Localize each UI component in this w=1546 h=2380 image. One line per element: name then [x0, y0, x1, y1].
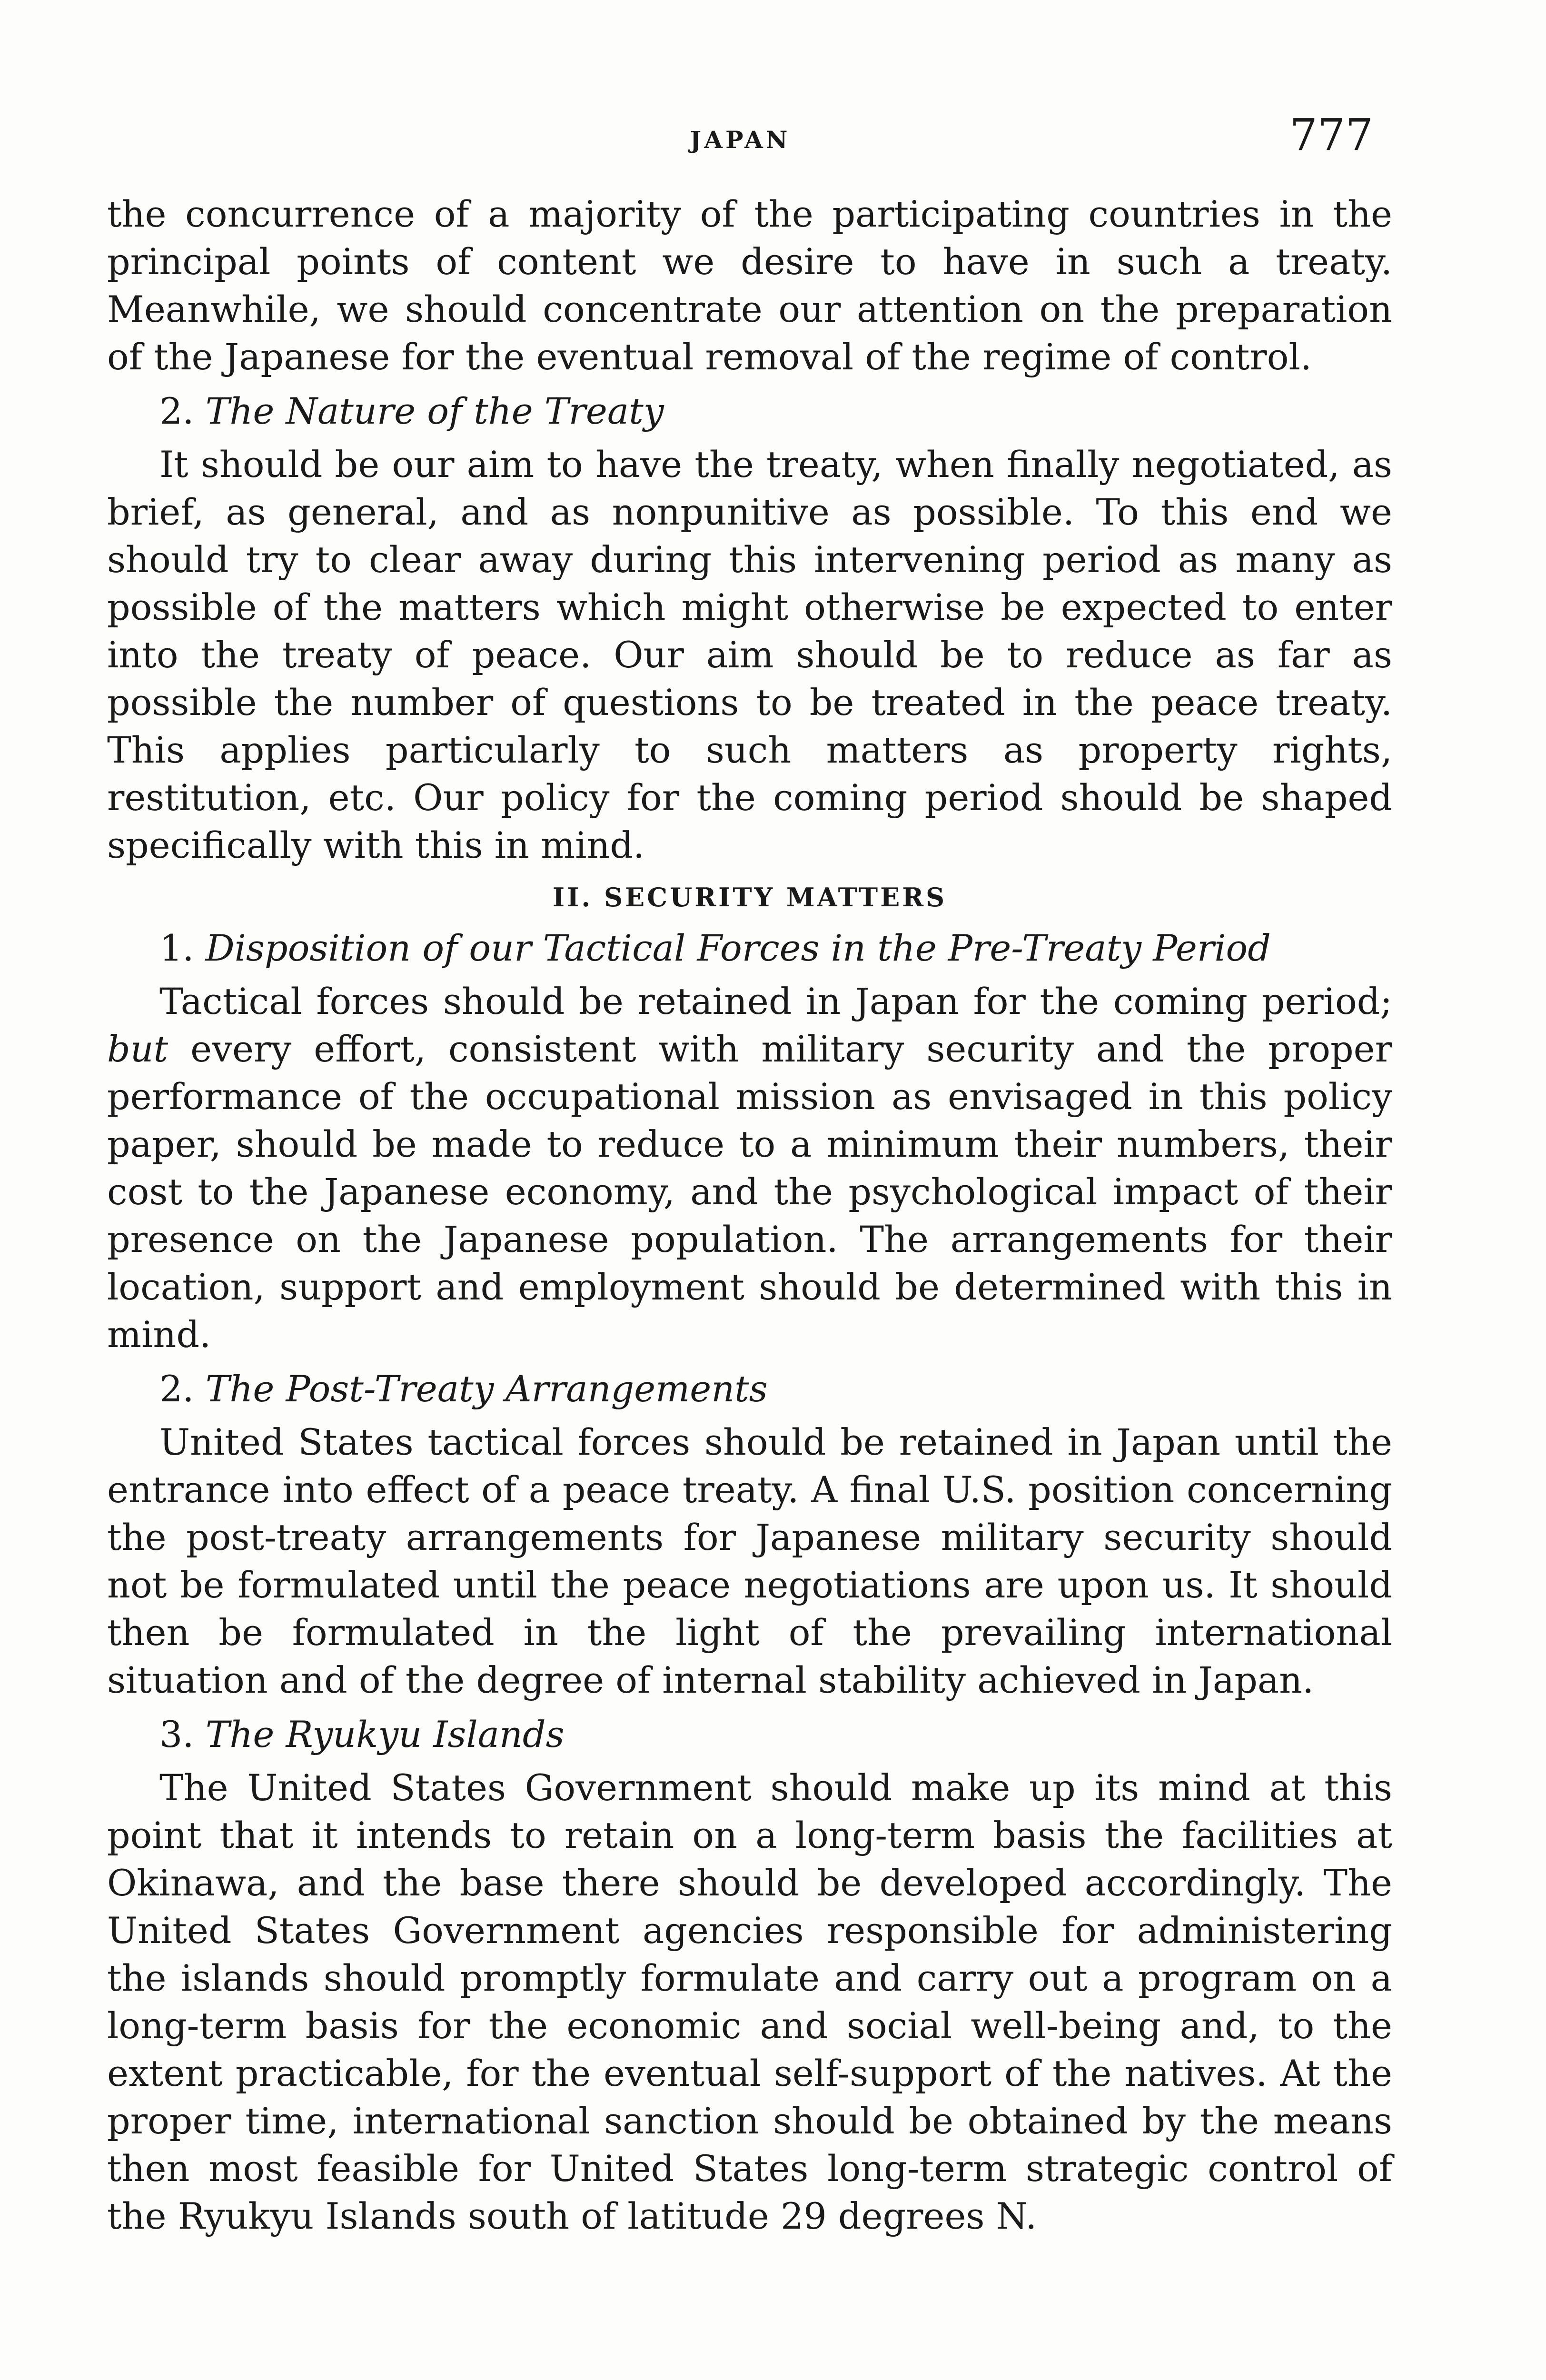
paragraph-text-rest: every effort, consistent with military security and the proper performance of the occupational mission as envisaged in this policy paper, should be made to reduce to a minimum their numbers, their cost to the Japanese economy, and the psychological impact of their presence on the Japanese population. The arrangements for their location, support and employment should be determined with this in mind. [107, 1028, 1392, 1356]
paragraph-nature-of-treaty: It should be our aim to have the treaty, when finally negotiated, as brief, as general, and as nonpunitive as possible. To this end we should try to clear away during this intervening period as many as possible of the matters which might otherwise be expected to enter into the treaty of peace. Our aim should be to reduce as far as possible the number of questions to be treated in the peace treaty. This applies particularly to such matters as property rights, restitution, etc. Our policy for the coming period should be shaped specifically with this in mind. [107, 443, 1392, 866]
subheading-nature-of-treaty [107, 387, 1392, 435]
subheading-number: 3. [159, 1713, 194, 1755]
subheading-number: 2. [159, 390, 194, 432]
subheading-post-treaty [107, 1365, 1392, 1413]
intro-paragraph: the concurrence of a majority of the participating countries in the principal points of content we desire to have in such a treaty. Meanwhile, we should concentrate our attention on the preparation of the Japanese for the eventual removal of the regime of control. [107, 193, 1392, 378]
subheading-number: 1. [159, 927, 194, 969]
subheading-title: The Nature of the Treaty [205, 390, 664, 432]
page-number: 777 [1289, 109, 1373, 160]
subheading-ryukyu-islands [107, 1711, 1392, 1758]
subheading-title: The Ryukyu Islands [205, 1713, 565, 1755]
subheading-title: Disposition of our Tactical Forces in the Pre-Treaty Period [205, 927, 1271, 969]
running-head: JAPAN [690, 126, 791, 154]
paragraph-text-start: Tactical forces should be retained in Japan for the coming period; [159, 980, 1392, 1022]
body-text [107, 190, 1392, 2247]
paragraph-post-treaty: United States tactical forces should be retained in Japan until the entrance into effect of a peace treaty. A final U.S. position concerning the post-treaty arrangements for Japanese military security should not be formulated until the peace negotiations are upon us. It should then be formulated in the light of the prevailing international situation and of the degree of internal stability achieved in Japan. [107, 1421, 1392, 1701]
paragraph-tactical-forces [107, 978, 1392, 1359]
page-header [107, 109, 1373, 162]
subheading-tactical-forces [107, 924, 1392, 972]
section-heading-security-matters: II. SECURITY MATTERS [552, 882, 947, 912]
subheading-title: The Post-Treaty Arrangements [205, 1368, 768, 1410]
subheading-number: 2. [159, 1368, 194, 1410]
paragraph-emphasis: but [107, 1028, 168, 1070]
paragraph-ryukyu-islands: The United States Government should make up its mind at this point that it intends to retain on a long-term basis the facilities at Okinawa, and the base there should be developed accordingly. The United States Government agencies responsible for administering the islands should promptly formulate and carry out a program on a long-term basis for the economic and social well-being and, to the extent practicable, for the eventual self-support of the natives. At the proper time, international sanction should be obtained by the means then most feasible for United States long-term strategic control of the Ryukyu Islands south of latitude 29 degrees N. [107, 1766, 1392, 2237]
